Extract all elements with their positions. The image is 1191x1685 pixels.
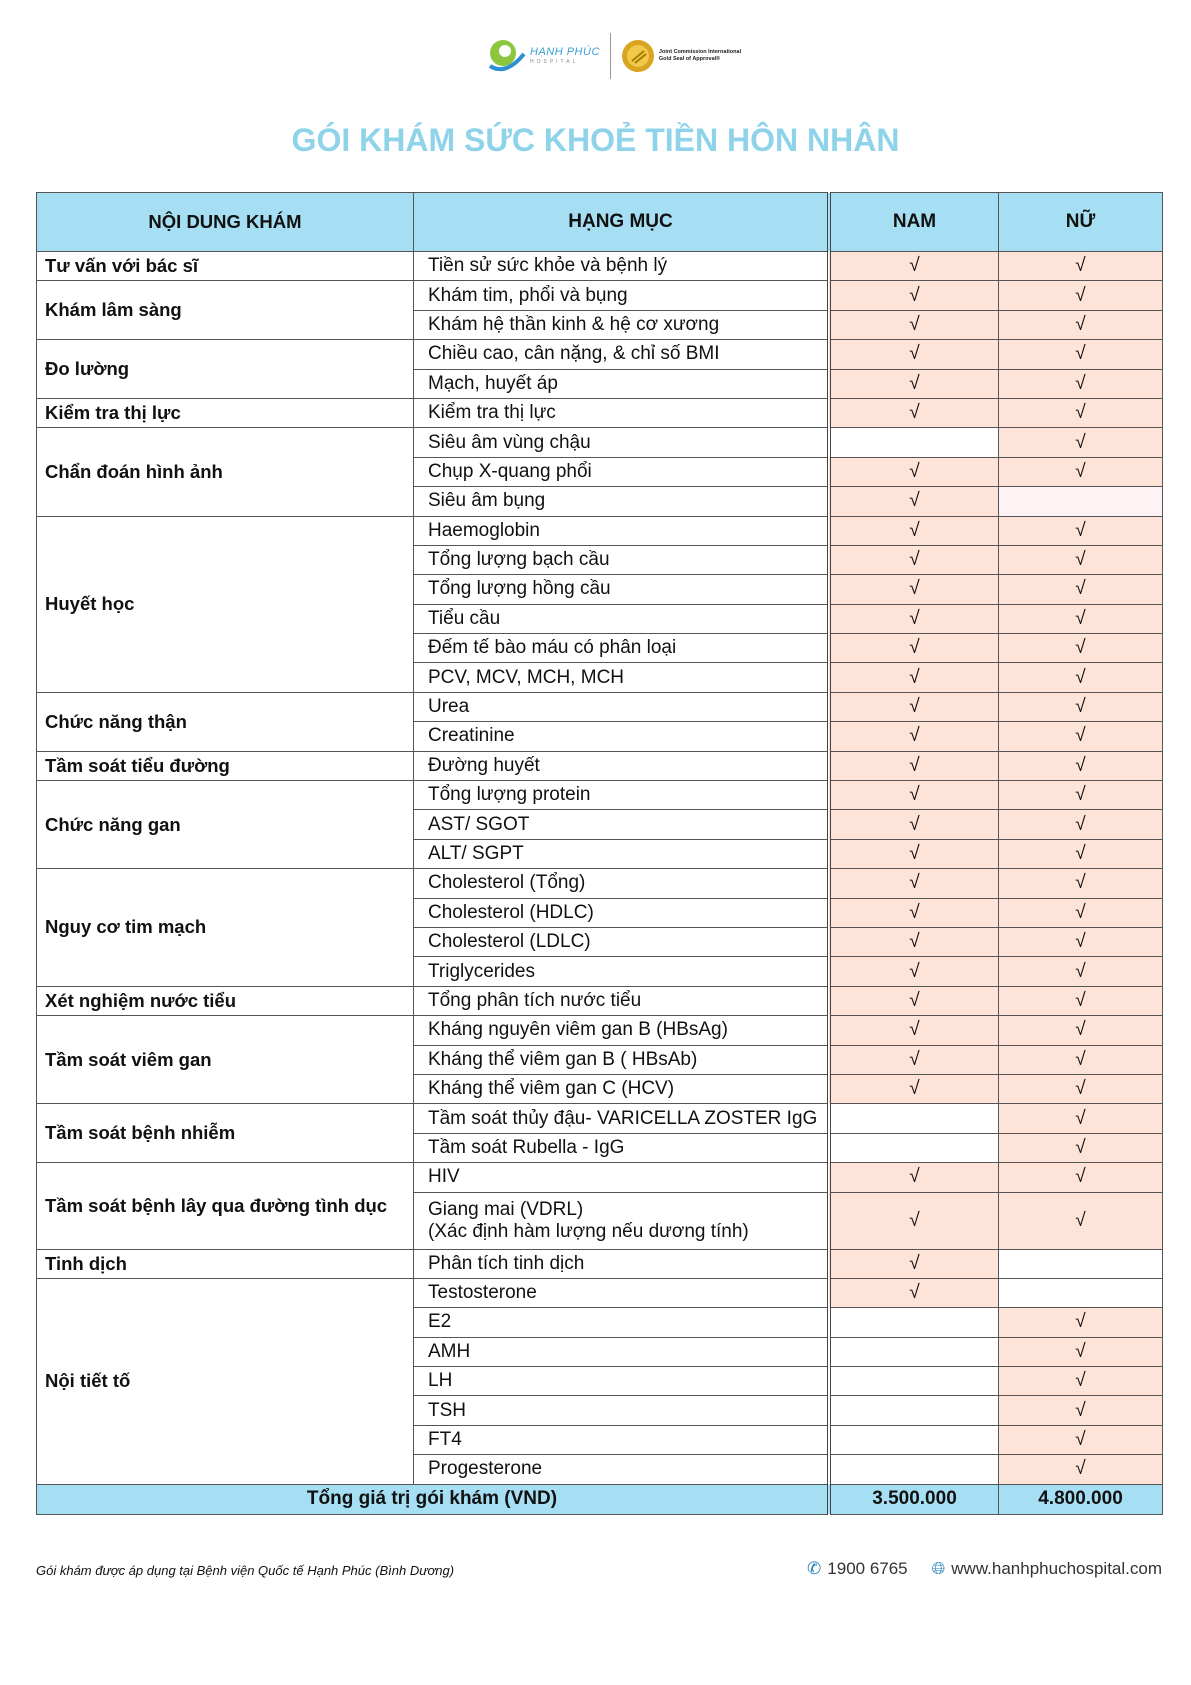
female-check <box>999 1249 1163 1278</box>
item-name <box>414 1045 830 1074</box>
item-name-text: Siêu âm vùng chậu <box>428 431 591 453</box>
female-check: √ <box>999 927 1163 956</box>
item-name <box>414 252 830 281</box>
table-row <box>37 516 1163 545</box>
female-check: √ <box>999 692 1163 721</box>
item-name <box>414 663 830 692</box>
male-check <box>829 1104 999 1133</box>
male-check: √ <box>829 839 999 868</box>
female-check: √ <box>999 545 1163 574</box>
table-row <box>37 1016 1163 1045</box>
item-name <box>414 1163 830 1192</box>
female-check: √ <box>999 1308 1163 1337</box>
jci-line1: Joint Commission International <box>658 48 742 55</box>
male-check: √ <box>829 810 999 839</box>
male-check <box>829 1455 999 1484</box>
male-check: √ <box>829 663 999 692</box>
item-name-text: Chụp X-quang phổi <box>428 460 592 482</box>
male-check: √ <box>829 986 999 1015</box>
female-check: √ <box>999 1396 1163 1425</box>
item-name <box>414 957 830 986</box>
footer-note: Gói khám được áp dụng tại Bệnh viện Quốc tế Hạnh Phúc (Bình Dương) <box>36 1563 455 1578</box>
item-name <box>414 898 830 927</box>
item-name <box>414 1337 830 1366</box>
total-row <box>37 1484 1163 1514</box>
item-name <box>414 1133 830 1162</box>
item-name <box>414 398 830 427</box>
item-name <box>414 516 830 545</box>
female-check: √ <box>999 310 1163 339</box>
group-label: Tầm soát viêm gan <box>37 1016 414 1104</box>
table-row <box>37 340 1163 369</box>
female-check: √ <box>999 1133 1163 1162</box>
male-check: √ <box>829 781 999 810</box>
female-check: √ <box>999 839 1163 868</box>
male-check: √ <box>829 1074 999 1103</box>
item-name-text: Haemoglobin <box>428 519 540 541</box>
item-name-text: FT4 <box>428 1429 462 1451</box>
group-label: Chức năng thận <box>37 692 414 751</box>
item-name <box>414 839 830 868</box>
table-row <box>37 281 1163 310</box>
female-check: √ <box>999 722 1163 751</box>
item-name-text: Tổng lượng hồng cầu <box>428 578 611 600</box>
male-check: √ <box>829 957 999 986</box>
item-name-text: Tiền sử sức khỏe và bệnh lý <box>428 255 668 277</box>
item-name-text: Cholesterol (HDLC) <box>428 901 594 923</box>
table-row <box>37 692 1163 721</box>
male-check <box>829 1133 999 1162</box>
male-check: √ <box>829 1163 999 1192</box>
header-logos <box>486 32 741 80</box>
male-check: √ <box>829 1045 999 1074</box>
table-row <box>37 1249 1163 1278</box>
group-label: Chức năng gan <box>37 781 414 869</box>
female-check: √ <box>999 986 1163 1015</box>
item-name-text: Mạch, huyết áp <box>428 372 558 394</box>
item-name <box>414 781 830 810</box>
male-check: √ <box>829 281 999 310</box>
item-name <box>414 575 830 604</box>
female-check: √ <box>999 398 1163 427</box>
female-check: √ <box>999 781 1163 810</box>
male-check: √ <box>829 516 999 545</box>
female-check: √ <box>999 1367 1163 1396</box>
table-row <box>37 1104 1163 1133</box>
item-name-text: Tầm soát thủy đậu- VARICELLA ZOSTER IgG <box>428 1107 818 1129</box>
item-name <box>414 1016 830 1045</box>
male-check: √ <box>829 457 999 486</box>
table-row <box>37 781 1163 810</box>
item-name <box>414 1367 830 1396</box>
website-link[interactable]: www.hanhphuchospital.com <box>951 1559 1162 1578</box>
table-header <box>37 193 1163 252</box>
table-row <box>37 398 1163 427</box>
item-name-text: Giang mai (VDRL) <box>428 1198 584 1220</box>
male-check: √ <box>829 310 999 339</box>
table-row <box>37 1163 1163 1192</box>
hanh-phuc-logo-icon <box>486 36 526 76</box>
item-name-text: TSH <box>428 1399 466 1421</box>
item-name <box>414 340 830 369</box>
item-name-text: AMH <box>428 1340 471 1362</box>
female-check: √ <box>999 1455 1163 1484</box>
male-check: √ <box>829 1016 999 1045</box>
item-name-text: E2 <box>428 1311 452 1333</box>
male-check: √ <box>829 1249 999 1278</box>
group-label: Tầm soát bệnh nhiễm <box>37 1104 414 1163</box>
item-name-text: Urea <box>428 696 470 718</box>
item-name-text: Chiều cao, cân nặng, & chỉ số BMI <box>428 343 720 365</box>
group-label: Huyết học <box>37 516 414 692</box>
female-check: √ <box>999 810 1163 839</box>
group-label: Tầm soát tiểu đường <box>37 751 414 780</box>
group-label: Kiểm tra thị lực <box>37 398 414 427</box>
table-row <box>37 428 1163 457</box>
item-name-text: ALT/ SGPT <box>428 843 524 864</box>
group-label: Tinh dịch <box>37 1249 414 1278</box>
item-name <box>414 1074 830 1103</box>
jci-line2: Gold Seal of Approval® <box>658 56 721 62</box>
male-check: √ <box>829 898 999 927</box>
item-name-text: Tổng lượng protein <box>428 784 591 806</box>
table-row <box>37 986 1163 1015</box>
female-check: √ <box>999 252 1163 281</box>
item-name-note: (Xác định hàm lượng nếu dương tính) <box>428 1220 749 1242</box>
female-check <box>999 1278 1163 1307</box>
female-check: √ <box>999 869 1163 898</box>
group-label: Tầm soát bệnh lây qua đường tình dục <box>37 1163 414 1249</box>
male-check: √ <box>829 545 999 574</box>
male-check: √ <box>829 722 999 751</box>
item-name <box>414 428 830 457</box>
male-check: √ <box>829 751 999 780</box>
item-name-text: Kiểm tra thị lực <box>428 402 556 424</box>
item-name-text: Đếm tế bào máu có phân loại <box>428 637 677 659</box>
item-name <box>414 692 830 721</box>
item-name <box>414 1249 830 1278</box>
group-label: Tư vấn với bác sĩ <box>37 252 414 281</box>
female-check: √ <box>999 1045 1163 1074</box>
female-check: √ <box>999 1016 1163 1045</box>
item-name <box>414 722 830 751</box>
logo-divider <box>610 33 611 79</box>
header-item: HẠNG MỤC <box>414 193 830 252</box>
male-check <box>829 1396 999 1425</box>
table-row <box>37 869 1163 898</box>
item-name <box>414 281 830 310</box>
male-check: √ <box>829 398 999 427</box>
female-check: √ <box>999 428 1163 457</box>
item-name-text: Đường huyết <box>428 754 540 776</box>
item-name-text: Siêu âm bụng <box>428 490 546 512</box>
item-name <box>414 1455 830 1484</box>
item-name-text: Kháng nguyên viêm gan B (HBsAg) <box>428 1019 728 1041</box>
item-name <box>414 310 830 339</box>
item-name <box>414 810 830 839</box>
group-label: Xét nghiệm nước tiểu <box>37 986 414 1015</box>
total-label: Tổng giá trị gói khám (VND) <box>37 1484 830 1514</box>
page-title: GÓI KHÁM SỨC KHOẺ TIỀN HÔN NHÂN <box>291 122 900 158</box>
male-check: √ <box>829 252 999 281</box>
male-check: √ <box>829 369 999 398</box>
female-check: √ <box>999 634 1163 663</box>
table-row <box>37 252 1163 281</box>
item-name <box>414 1425 830 1454</box>
item-name-text: Testosterone <box>428 1282 537 1304</box>
item-name-text: Cholesterol (Tổng) <box>428 872 586 894</box>
group-label: Nguy cơ tim mạch <box>37 869 414 987</box>
female-check: √ <box>999 457 1163 486</box>
female-check: √ <box>999 957 1163 986</box>
hospital-logo-text <box>530 47 600 65</box>
female-check: √ <box>999 516 1163 545</box>
footer-contact <box>807 1559 1162 1579</box>
item-name <box>414 487 830 516</box>
female-check: √ <box>999 1337 1163 1366</box>
male-check: √ <box>829 927 999 956</box>
male-check: √ <box>829 1278 999 1307</box>
phone-number[interactable]: 1900 6765 <box>827 1559 908 1578</box>
item-name-text: Kháng thể viêm gan C (HCV) <box>428 1078 675 1100</box>
female-check: √ <box>999 1192 1163 1249</box>
item-name <box>414 369 830 398</box>
item-name-text: Cholesterol (LDLC) <box>428 931 591 953</box>
male-check <box>829 428 999 457</box>
item-name-text: Tầm soát Rubella - IgG <box>428 1136 625 1158</box>
male-check <box>829 1367 999 1396</box>
item-name <box>414 1396 830 1425</box>
item-name-text: Tổng lượng bạch cầu <box>428 549 610 571</box>
globe-icon: 🌐︎ <box>931 1559 946 1578</box>
female-check <box>999 487 1163 516</box>
female-check: √ <box>999 281 1163 310</box>
male-check <box>829 1425 999 1454</box>
group-label: Khám lâm sàng <box>37 281 414 340</box>
table-row <box>37 1278 1163 1307</box>
jci-gold-seal-icon <box>621 39 655 73</box>
male-check: √ <box>829 634 999 663</box>
group-label: Chẩn đoán hình ảnh <box>37 428 414 516</box>
item-name <box>414 634 830 663</box>
female-check: √ <box>999 898 1163 927</box>
item-name-text: AST/ SGOT <box>428 813 530 835</box>
item-name-text: Khám hệ thần kinh & hệ cơ xương <box>428 313 720 335</box>
item-name <box>414 751 830 780</box>
header-content: NỘI DUNG KHÁM <box>37 193 414 252</box>
jci-text <box>659 49 741 63</box>
phone-icon: ✆ <box>807 1559 822 1578</box>
item-name-text: Tiểu cầu <box>428 607 501 629</box>
item-name <box>414 1104 830 1133</box>
female-check: √ <box>999 604 1163 633</box>
male-check <box>829 1337 999 1366</box>
male-check: √ <box>829 575 999 604</box>
female-check: √ <box>999 369 1163 398</box>
item-name-text: PCV, MCV, MCH, MCH <box>428 666 625 688</box>
total-female: 4.800.000 <box>999 1484 1163 1514</box>
female-check: √ <box>999 1074 1163 1103</box>
female-check: √ <box>999 340 1163 369</box>
item-name-text: Phân tích tinh dịch <box>428 1252 585 1274</box>
item-name-text: Triglycerides <box>428 960 535 982</box>
female-check: √ <box>999 751 1163 780</box>
male-check: √ <box>829 1192 999 1249</box>
item-name-text: HIV <box>428 1166 460 1188</box>
item-name-text: Kháng thể viêm gan B ( HBsAb) <box>428 1048 698 1070</box>
item-name <box>414 1278 830 1307</box>
total-male: 3.500.000 <box>829 1484 999 1514</box>
item-name <box>414 1192 830 1249</box>
female-check: √ <box>999 1104 1163 1133</box>
package-table <box>36 192 1163 1515</box>
group-label: Đo lường <box>37 340 414 399</box>
item-name <box>414 869 830 898</box>
header-female: NỮ <box>999 193 1163 252</box>
item-name-text: LH <box>428 1370 453 1392</box>
male-check <box>829 1308 999 1337</box>
hospital-sub: HOSPITAL <box>530 59 579 65</box>
female-check: √ <box>999 1163 1163 1192</box>
male-check: √ <box>829 604 999 633</box>
item-name-text: Khám tim, phổi và bụng <box>428 284 628 306</box>
female-check: √ <box>999 575 1163 604</box>
item-name-text: Creatinine <box>428 725 515 747</box>
group-label: Nội tiết tố <box>37 1278 414 1484</box>
female-check: √ <box>999 1425 1163 1454</box>
male-check: √ <box>829 340 999 369</box>
item-name-text: Tổng phân tích nước tiểu <box>428 989 642 1011</box>
table-row <box>37 751 1163 780</box>
male-check: √ <box>829 692 999 721</box>
hospital-name: HẠNH PHÚC <box>530 46 600 58</box>
item-name <box>414 545 830 574</box>
male-check: √ <box>829 487 999 516</box>
female-check: √ <box>999 663 1163 692</box>
item-name <box>414 457 830 486</box>
header-male: NAM <box>829 193 999 252</box>
item-name <box>414 927 830 956</box>
item-name-text: Progesterone <box>428 1458 543 1480</box>
male-check: √ <box>829 869 999 898</box>
item-name <box>414 1308 830 1337</box>
item-name <box>414 604 830 633</box>
item-name <box>414 986 830 1015</box>
